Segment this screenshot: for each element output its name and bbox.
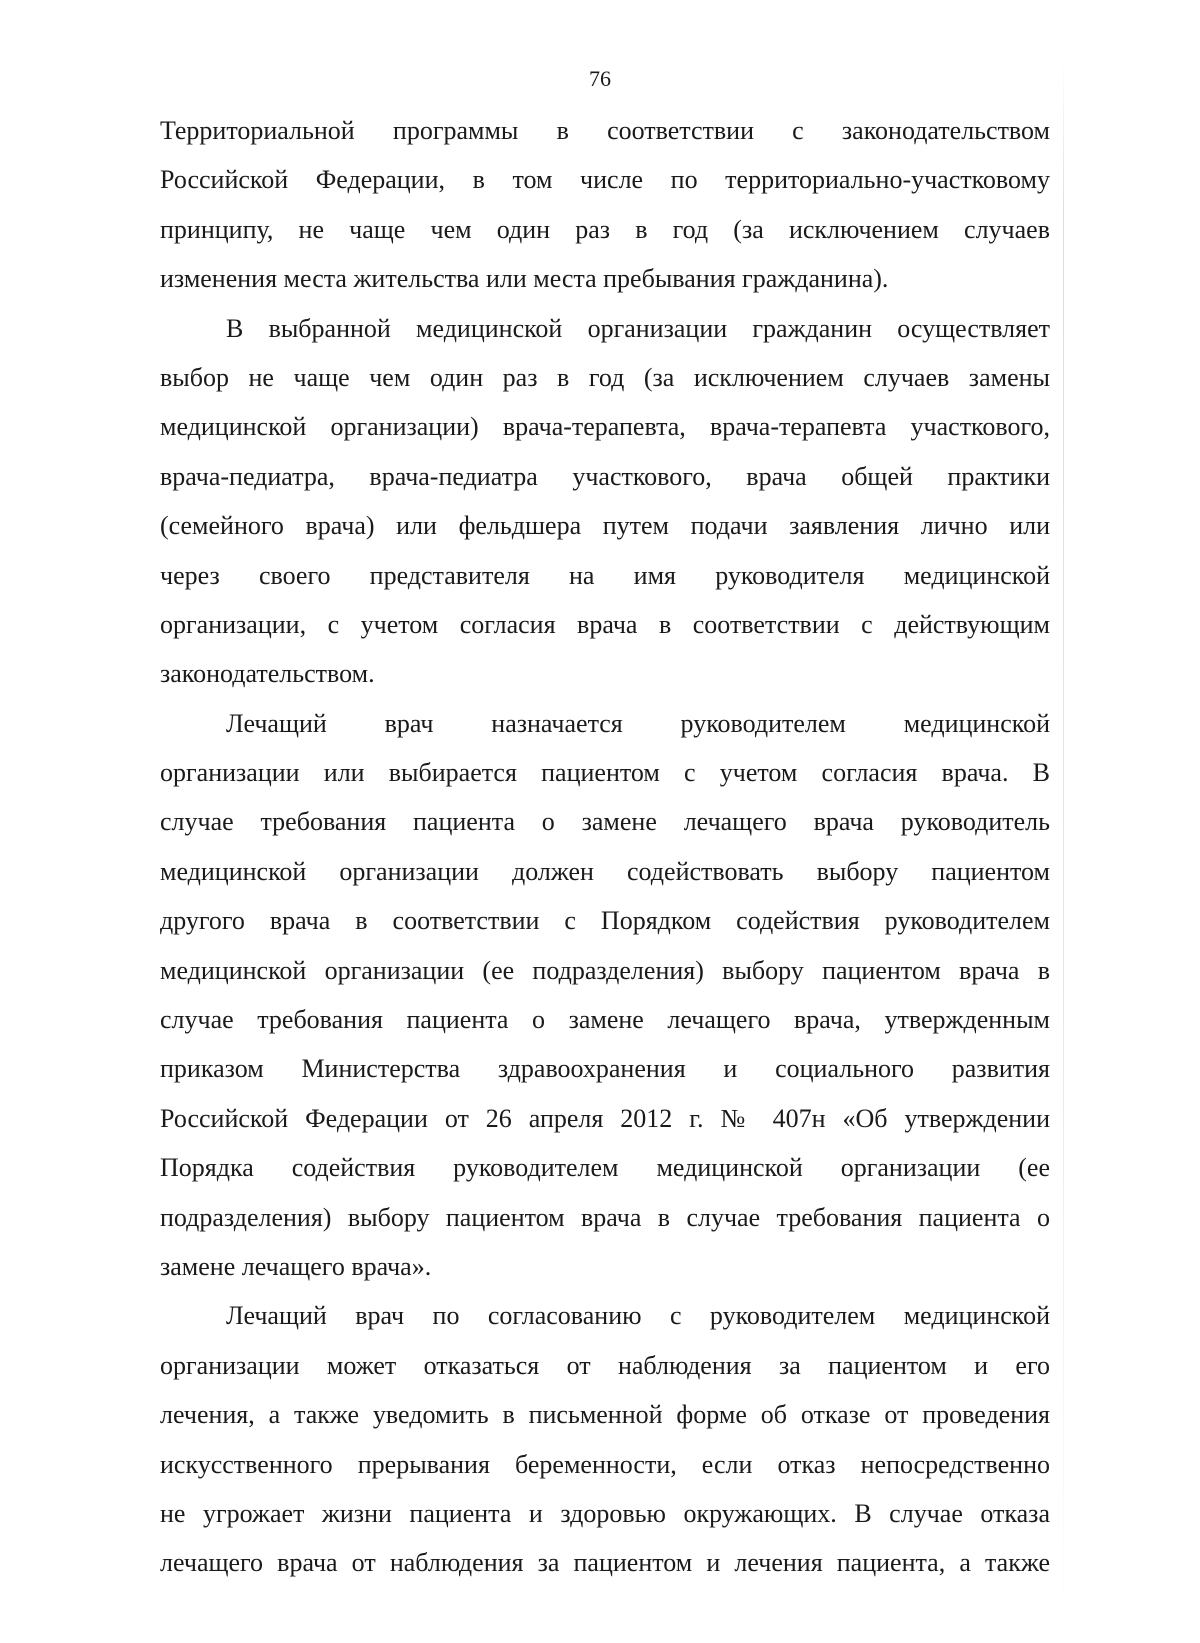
text-line: (семейного врача) или фельдшера путем подачи заявления лично или xyxy=(160,511,1050,541)
text-line: случае требования пациента о замене лечащего врача, утвержденным xyxy=(160,1005,1050,1035)
text-line: выбор не чаще чем один раз в год (за исключением случаев замены xyxy=(160,362,1050,392)
text-line: Порядка содействия руководителем медицинской организации (ее xyxy=(160,1153,1050,1183)
paragraph xyxy=(160,699,1050,1292)
text-line: медицинской организации) врача-терапевта, врача-терапевта участкового, xyxy=(160,412,1050,442)
text-line: организации или выбирается пациентом с учетом согласия врача. В xyxy=(160,758,1050,788)
text-line: не угрожает жизни пациента и здоровью окружающих. В случае отказа xyxy=(160,1498,1050,1528)
text-line: Российской Федерации, в том числе по территориально-участковому xyxy=(160,165,1050,195)
text-line: Территориальной программы в соответствии с законодательством xyxy=(160,116,1050,145)
text-line: замене лечащего врача». xyxy=(160,1251,432,1281)
text-line: лечащего врача от наблюдения за пациентом и лечения пациента, а также xyxy=(160,1548,1050,1578)
text-line: искусственного прерывания беременности, если отказ непосредственно xyxy=(160,1449,1050,1479)
text-line: законодательством. xyxy=(160,659,375,689)
scan-edge-line xyxy=(1063,60,1064,1640)
text-line: организации, с учетом согласия врача в соответствии с действующим xyxy=(160,609,1050,639)
text-line: подразделения) выбору пациентом врача в случае требования пациента о xyxy=(160,1202,1050,1232)
text-line: Лечащий врач назначается руководителем медицинской xyxy=(226,708,1050,738)
paragraph xyxy=(160,106,1050,304)
text-line: медицинской организации (ее подразделения) выбору пациентом врача в xyxy=(160,955,1050,985)
text-line: случае требования пациента о замене лечащего врача руководитель xyxy=(160,807,1050,837)
text-line: медицинской организации должен содействовать выбору пациентом xyxy=(160,856,1050,886)
text-line: принципу, не чаще чем один раз в год (за исключением случаев xyxy=(160,214,1050,244)
paragraph xyxy=(160,304,1050,699)
text-line: В выбранной медицинской организации гражданин осуществляет xyxy=(226,313,1050,343)
text-line: через своего представителя на имя руководителя медицинской xyxy=(160,560,1050,590)
paragraph xyxy=(160,1291,1050,1587)
text-line: организации может отказаться от наблюдения за пациентом и его xyxy=(160,1350,1050,1380)
text-line: врача-педиатра, врача-педиатра участкового, врача общей практики xyxy=(160,461,1050,491)
text-line: Российской Федерации от 26 апреля 2012 г. № 407н «Об утверждении xyxy=(160,1103,1050,1133)
text-line: лечения, а также уведомить в письменной форме об отказе от проведения xyxy=(160,1400,1050,1430)
text-line: изменения места жительства или места пребывания гражданина). xyxy=(160,264,889,294)
text-line: приказом Министерства здравоохранения и социального развития xyxy=(160,1054,1050,1084)
body-text xyxy=(160,106,1050,1588)
page-number: 76 xyxy=(589,66,611,91)
text-line: другого врача в соответствии с Порядком содействия руководителем xyxy=(160,906,1050,936)
text-line: Лечащий врач по согласованию с руководителем медицинской xyxy=(226,1301,1050,1331)
